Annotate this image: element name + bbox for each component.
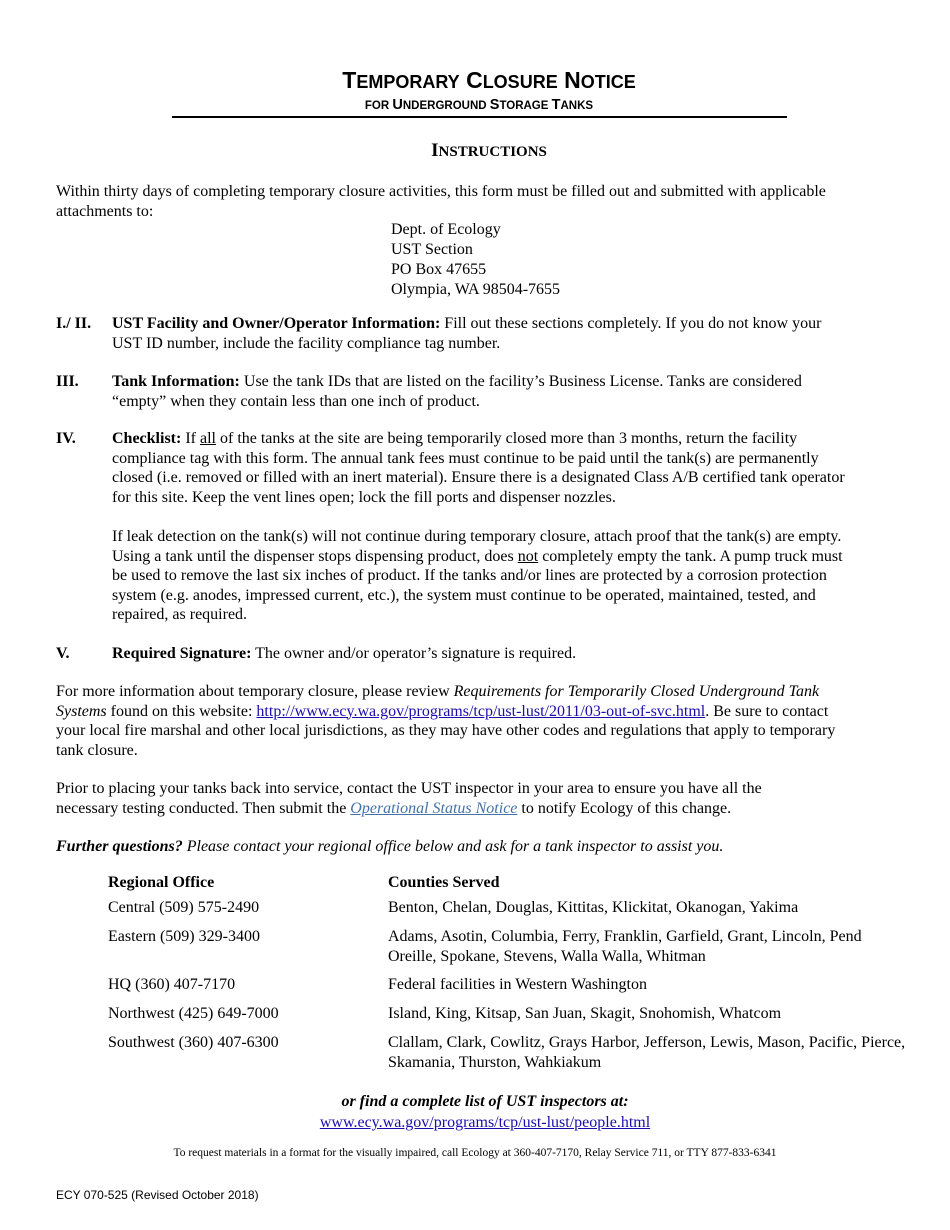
item-body: Checklist: If all of the tanks at the site are being temporarily closed more than 3 months, return the facility compliance tag with this form. The annual tank fees must continue to be paid until the tank(s) are permanently closed (i.e. removed or filled with an inert material). Ensure there is a designated Class A/B certified tank operator for this site. Keep the vent lines open; lock the fill ports and dispenser nozzles. bbox=[112, 430, 845, 506]
counties-cell: Adams, Asotin, Columbia, Ferry, Franklin, Garfield, Grant, Lincoln, Pend Oreille, Spokane, Stevens, Walla Walla, Whitman bbox=[388, 928, 862, 965]
column-header-office: Regional Office bbox=[108, 874, 215, 891]
page-subtitle: FOR UNDERGROUND STORAGE TANKS bbox=[364, 97, 594, 113]
item-number: I./ II. bbox=[56, 315, 92, 332]
further-questions: Further questions? Please contact your regional office below and ask for a tank inspector to assist you. bbox=[56, 838, 724, 855]
counties-cell: Federal facilities in Western Washington bbox=[388, 976, 647, 993]
instructions-heading: INSTRUCTIONS bbox=[431, 140, 547, 161]
find-inspectors-text: or find a complete list of UST inspectors at: bbox=[341, 1093, 629, 1110]
column-header-counties: Counties Served bbox=[388, 874, 500, 891]
counties-cell: Island, King, Kitsap, San Juan, Skagit, Snohomish, Whatcom bbox=[388, 1005, 782, 1022]
item-number: III. bbox=[56, 373, 79, 390]
more-info-paragraph: For more information about temporary closure, please review Requirements for Temporarily Closed Underground Tank Systems found on this website: http://www.ecy.wa.gov/programs/tcp/ust-lust/2011/03-out-of-svc.html. Be sure to contact your local fire marshal and other local jurisdictions, as they may have other codes and regulations that apply to temporary tank closure. bbox=[56, 683, 836, 759]
office-cell: Northwest (425) 649-7000 bbox=[108, 1005, 279, 1022]
item-number: V. bbox=[56, 645, 70, 662]
out-of-service-link[interactable]: http://www.ecy.wa.gov/programs/tcp/ust-lust/2011/03-out-of-svc.html bbox=[256, 702, 706, 720]
title-rule bbox=[172, 116, 787, 118]
address-line: UST Section bbox=[391, 241, 473, 258]
find-inspectors-line bbox=[0, 1113, 950, 1133]
office-cell: HQ (360) 407-7170 bbox=[108, 976, 236, 993]
prior-paragraph: Prior to placing your tanks back into service, contact the UST inspector in your area to ensure you have all the necessary testing conducted. Then submit the Operational Status Notice to notify Ecology of this change. bbox=[56, 780, 762, 817]
office-cell: Eastern (509) 329-3400 bbox=[108, 928, 260, 945]
office-cell: Southwest (360) 407-6300 bbox=[108, 1034, 279, 1051]
address-line: Olympia, WA 98504-7655 bbox=[391, 281, 561, 298]
address-line: Dept. of Ecology bbox=[391, 221, 501, 238]
item-body: Required Signature: The owner and/or operator’s signature is required. bbox=[112, 645, 577, 662]
mailing-address bbox=[391, 220, 691, 300]
office-cell: Central (509) 575-2490 bbox=[108, 899, 260, 916]
counties-cell: Clallam, Clark, Cowlitz, Grays Harbor, Jefferson, Lewis, Mason, Pacific, Pierce, Skamania, Thurston, Wahkiakum bbox=[388, 1034, 906, 1071]
counties-cell: Benton, Chelan, Douglas, Kittitas, Klickitat, Okanogan, Yakima bbox=[388, 899, 799, 916]
page-title: TEMPORARY CLOSURE NOTICE bbox=[342, 67, 636, 93]
item-body: UST Facility and Owner/Operator Information: Fill out these sections completely. If you do not know your UST ID number, include the facility compliance tag number. bbox=[112, 315, 822, 352]
intro-paragraph: Within thirty days of completing temporary closure activities, this form must be filled out and submitted with applicable attachments to: bbox=[56, 183, 826, 220]
item-number: IV. bbox=[56, 430, 76, 447]
item-body: Tank Information: Use the tank IDs that are listed on the facility’s Business License. Tanks are considered “empty” when they contain less than one inch of product. bbox=[112, 373, 802, 410]
item-body: If leak detection on the tank(s) will not continue during temporary closure, attach proof that the tank(s) are empty. Using a tank until the dispenser stops dispensing product, does not completely empty the tank. A pump truck must be used to remove the last six inches of product. If the tanks and/or lines are protected by a corrosion protection system (e.g. anodes, impressed current, etc.), the system must continue to be operated, maintained, tested, and repaired, as required. bbox=[112, 528, 843, 623]
accessibility-footnote: To request materials in a format for the visually impaired, call Ecology at 360-407-7170, Relay Service 711, or TTY 877-833-6341 bbox=[173, 1147, 777, 1159]
operational-status-notice-link[interactable]: Operational Status Notice bbox=[350, 799, 518, 817]
form-id: ECY 070-525 (Revised October 2018) bbox=[56, 1188, 259, 1202]
inspectors-link[interactable]: www.ecy.wa.gov/programs/tcp/ust-lust/people.html bbox=[319, 1114, 651, 1131]
address-line: PO Box 47655 bbox=[391, 261, 487, 278]
